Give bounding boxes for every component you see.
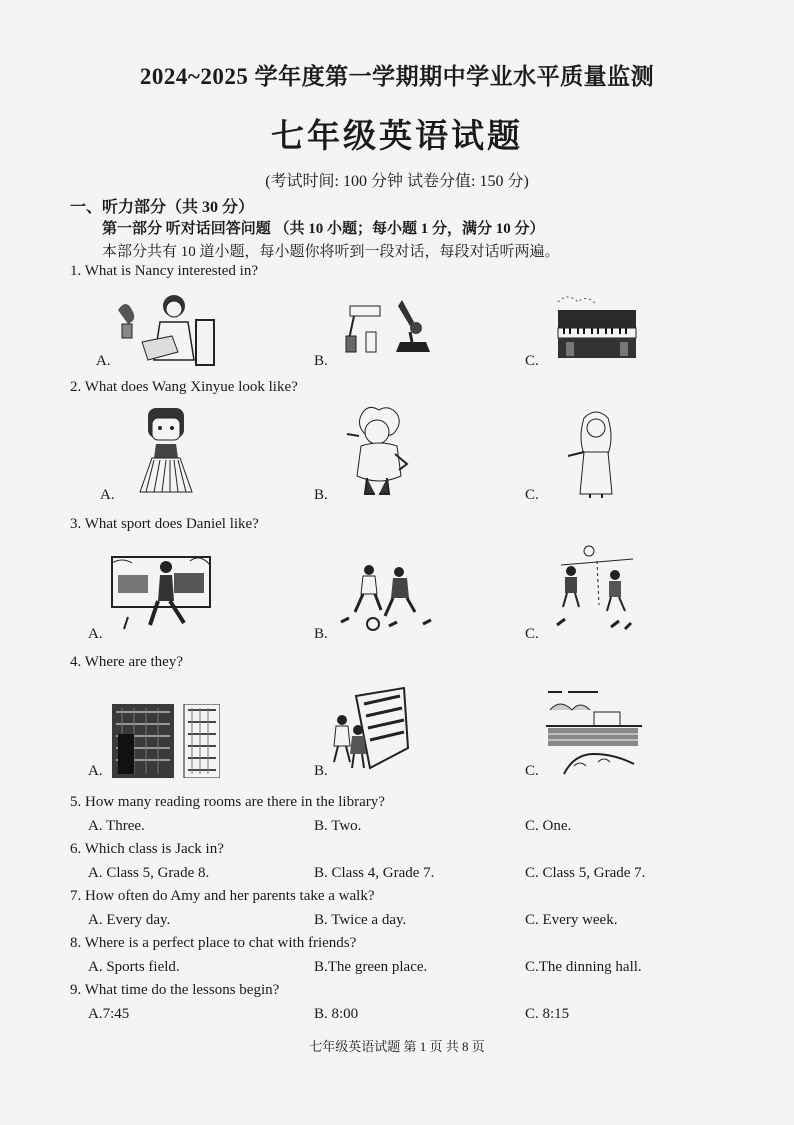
- option-9a: A.7:45: [88, 1006, 130, 1022]
- girl-reading-picture: [112, 290, 222, 370]
- option-6b: B. Class 4, Grade 7.: [314, 865, 435, 881]
- section-title: 一、听力部分（共 30 分）: [70, 199, 255, 216]
- option-8b: B.The green place.: [314, 959, 428, 975]
- running-picture: [110, 555, 212, 639]
- girl-short-hair-picture: [136, 404, 196, 496]
- option-3c: C.: [525, 626, 539, 642]
- option-1b: B.: [314, 353, 328, 369]
- option-6a: A. Class 5, Grade 8.: [88, 865, 210, 881]
- option-1a: A.: [96, 353, 111, 369]
- reading-room-picture: [330, 686, 410, 776]
- question-5: 5. How many reading rooms are there in the library?: [70, 794, 385, 810]
- option-4a: A.: [88, 763, 103, 779]
- football-picture: [335, 560, 440, 635]
- part-title: 第一部分 听对话回答问题 （共 10 小题；每小题 1 分，满分 10 分）: [102, 221, 545, 237]
- option-3b: B.: [314, 626, 328, 642]
- question-8: 8. Where is a perfect place to chat with friends?: [70, 935, 357, 951]
- volleyball-picture: [555, 545, 640, 633]
- question-1: 1. What is Nancy interested in?: [70, 263, 258, 279]
- question-9: 9. What time do the lessons begin?: [70, 982, 280, 998]
- option-9c: C. 8:15: [525, 1006, 570, 1022]
- woman-curly-hair-picture: [345, 406, 415, 498]
- option-4b: B.: [314, 763, 328, 779]
- option-9b: B. 8:00: [314, 1006, 359, 1022]
- option-7a: A. Every day.: [88, 912, 171, 928]
- option-5b: B. Two.: [314, 818, 362, 834]
- science-lab-picture: [340, 292, 435, 362]
- option-2c: C.: [525, 487, 539, 503]
- option-7b: B. Twice a day.: [314, 912, 407, 928]
- option-7c: C. Every week.: [525, 912, 618, 928]
- part-instruction: 本部分共有 10 道小题，每小题你将听到一段对话，每段对话听两遍。: [102, 244, 560, 260]
- exam-info: (考试时间: 100 分钟 试卷分值: 150 分): [265, 173, 529, 190]
- option-3a: A.: [88, 626, 103, 642]
- option-2b: B.: [314, 487, 328, 503]
- exam-title: 七年级英语试题: [271, 119, 523, 155]
- question-6: 6. Which class is Jack in?: [70, 841, 224, 857]
- girl-long-hair-picture: [566, 408, 626, 500]
- option-6c: C. Class 5, Grade 7.: [525, 865, 646, 881]
- option-8a: A. Sports field.: [88, 959, 180, 975]
- option-2a: A.: [100, 487, 115, 503]
- piano-picture: [550, 290, 645, 365]
- question-7: 7. How often do Amy and her parents take a walk?: [70, 888, 375, 904]
- option-1c: C.: [525, 353, 539, 369]
- option-4c: C.: [525, 763, 539, 779]
- question-3: 3. What sport does Daniel like?: [70, 516, 259, 532]
- exam-header: 2024~2025 学年度第一学期期中学业水平质量监测: [139, 64, 655, 89]
- question-2: 2. What does Wang Xinyue look like?: [70, 379, 298, 395]
- library-picture: [112, 704, 220, 778]
- option-8c: C.The dinning hall.: [525, 959, 642, 975]
- park-picture: [544, 690, 644, 778]
- page-footer: 七年级英语试题 第 1 页 共 8 页: [309, 1039, 485, 1054]
- option-5a: A. Three.: [88, 818, 145, 834]
- question-4: 4. Where are they?: [70, 654, 183, 670]
- option-5c: C. One.: [525, 818, 572, 834]
